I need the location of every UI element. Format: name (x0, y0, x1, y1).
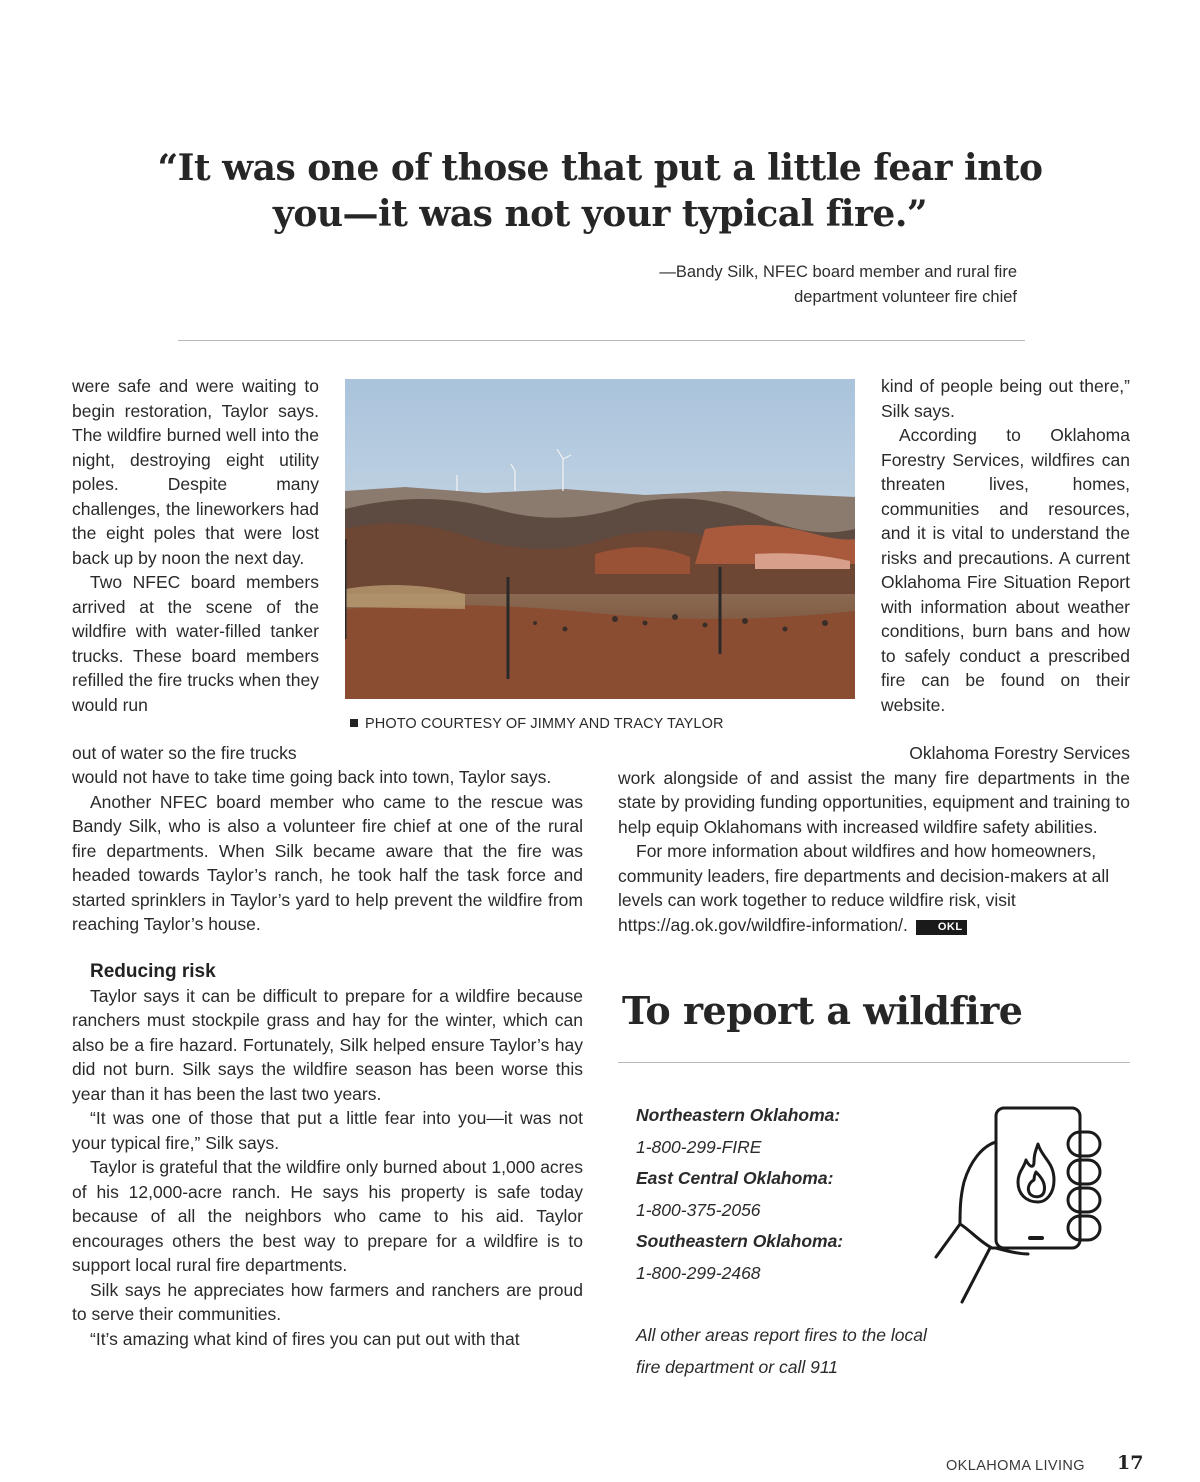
paragraph: Taylor is grateful that the wildfire only burned about 1,000 acres of his 12,000-acre ranch. He says his property is safe today because of all the neighbors who came to his aid. Taylor encourages others the best way to prepare for a wildfire is to support local rural fire departments. (72, 1157, 583, 1275)
contact-phone: 1-800-299-2468 (636, 1262, 761, 1283)
paragraph-line: out of water so the fire trucks (72, 743, 297, 763)
paragraph: work alongside of and assist the many fire departments in the state by providing funding opportunities, equipment and training to help equip Oklahomans with increased wildfire safety abilities. (618, 767, 1130, 837)
contact-region: Northeastern Oklahoma: (636, 1105, 841, 1125)
report-contacts (636, 1100, 946, 1383)
article-right-column-top (881, 374, 1130, 717)
paragraph: Taylor says it can be difficult to prepare for a wildfire because ranchers must stockpile grass and hay for the winter, which can also be a fire hazard. Fortunately, Silk helped ensure Taylor’s hay did not burn. Silk says the wildfire season has been worse this year than it has been the last two years. (72, 985, 583, 1104)
footer-publication: OKLAHOMA LIVING (946, 1458, 1085, 1474)
paragraph: “It was one of those that put a little fear into you—it was not your typical fire,” Silk says. (72, 1108, 583, 1153)
report-note-line-2: fire department or call 911 (636, 1356, 839, 1377)
contact-phone: 1-800-299-FIRE (636, 1136, 762, 1157)
okl-end-badge: OKL (916, 920, 967, 935)
paragraph: “It’s amazing what kind of fires you can put out with that (90, 1328, 520, 1349)
article-left-line (72, 741, 334, 766)
paragraph: Two NFEC board members arrived at the scene of the wildfire with water-filled tanker trucks. These board members refilled the fire trucks when they would run (72, 572, 319, 715)
paragraph-line: Oklahoma Forestry Services (909, 743, 1130, 763)
paragraph: kind of people being out there,” Silk says. (881, 376, 1130, 421)
wildfire-ranch-photo (345, 379, 855, 699)
article-left-column-top (72, 374, 319, 717)
article-right-column (618, 741, 1130, 937)
paragraph: According to Oklahoma Forestry Services, wildfires can threaten lives, homes, communities and resources, and it is vital to understand the risks and precautions. A current Oklahoma Fire Situation Report with information about weather conditions, burn bans and how to safely conduct a prescribed fire can be found on their website. (881, 425, 1130, 715)
paragraph: would not have to take time going back into town, Taylor says. (72, 767, 552, 787)
divider-report (618, 1062, 1130, 1063)
caption-text: PHOTO COURTESY OF JIMMY AND TRACY TAYLOR (365, 716, 724, 732)
contact-phone: 1-800-375-2056 (636, 1199, 761, 1220)
paragraph: Another NFEC board member who came to the rescue was Bandy Silk, who is also a volunteer fire chief at one of the rural fire departments. When Silk became aware that the fire was headed towards Taylor’s ranch, he took half the task force and started sprinklers in Taylor’s yard to help prevent the wildfire from reaching Taylor’s house. (72, 791, 583, 934)
article-left-column (72, 765, 583, 1351)
report-wildfire-title: To report a wildfire (622, 988, 1023, 1033)
contact-region: Southeastern Oklahoma: (636, 1231, 844, 1251)
divider-top (178, 340, 1025, 341)
subhead-reducing-risk: Reducing risk (90, 960, 216, 982)
attribution-line-2: department volunteer fire chief (794, 288, 1017, 306)
paragraph-text: For more information about wildfires and how homeowners, community leaders, fire departments and decision-makers at all levels can work together to reduce wildfire risk, visit https://ag.ok.gov/wildfire-information/. (618, 841, 1110, 935)
paragraph: were safe and were waiting to begin restoration, Taylor says. The wildfire burned well into the night, destroying eight utility poles. Despite many challenges, the lineworkers had the eight poles that were lost back up by noon the next day. (72, 376, 319, 568)
caption-bullet-icon (350, 719, 358, 727)
attribution-line-1: —Bandy Silk, NFEC board member and rural fire (659, 263, 1017, 281)
paragraph (618, 839, 1130, 937)
pull-quote-attribution (537, 260, 1017, 310)
footer-page-number: 17 (1117, 1452, 1144, 1474)
contact-region: East Central Oklahoma: (636, 1168, 834, 1188)
phone-fire-icon (930, 1102, 1105, 1307)
pull-quote: “It was one of those that put a little fear into you—it was not your typical fire.” (157, 147, 1043, 235)
paragraph: Silk says he appreciates how farmers and ranchers are proud to serve their communities. (72, 1279, 583, 1324)
photo-caption (350, 716, 724, 732)
report-note-line-1: All other areas report fires to the local (636, 1325, 927, 1345)
